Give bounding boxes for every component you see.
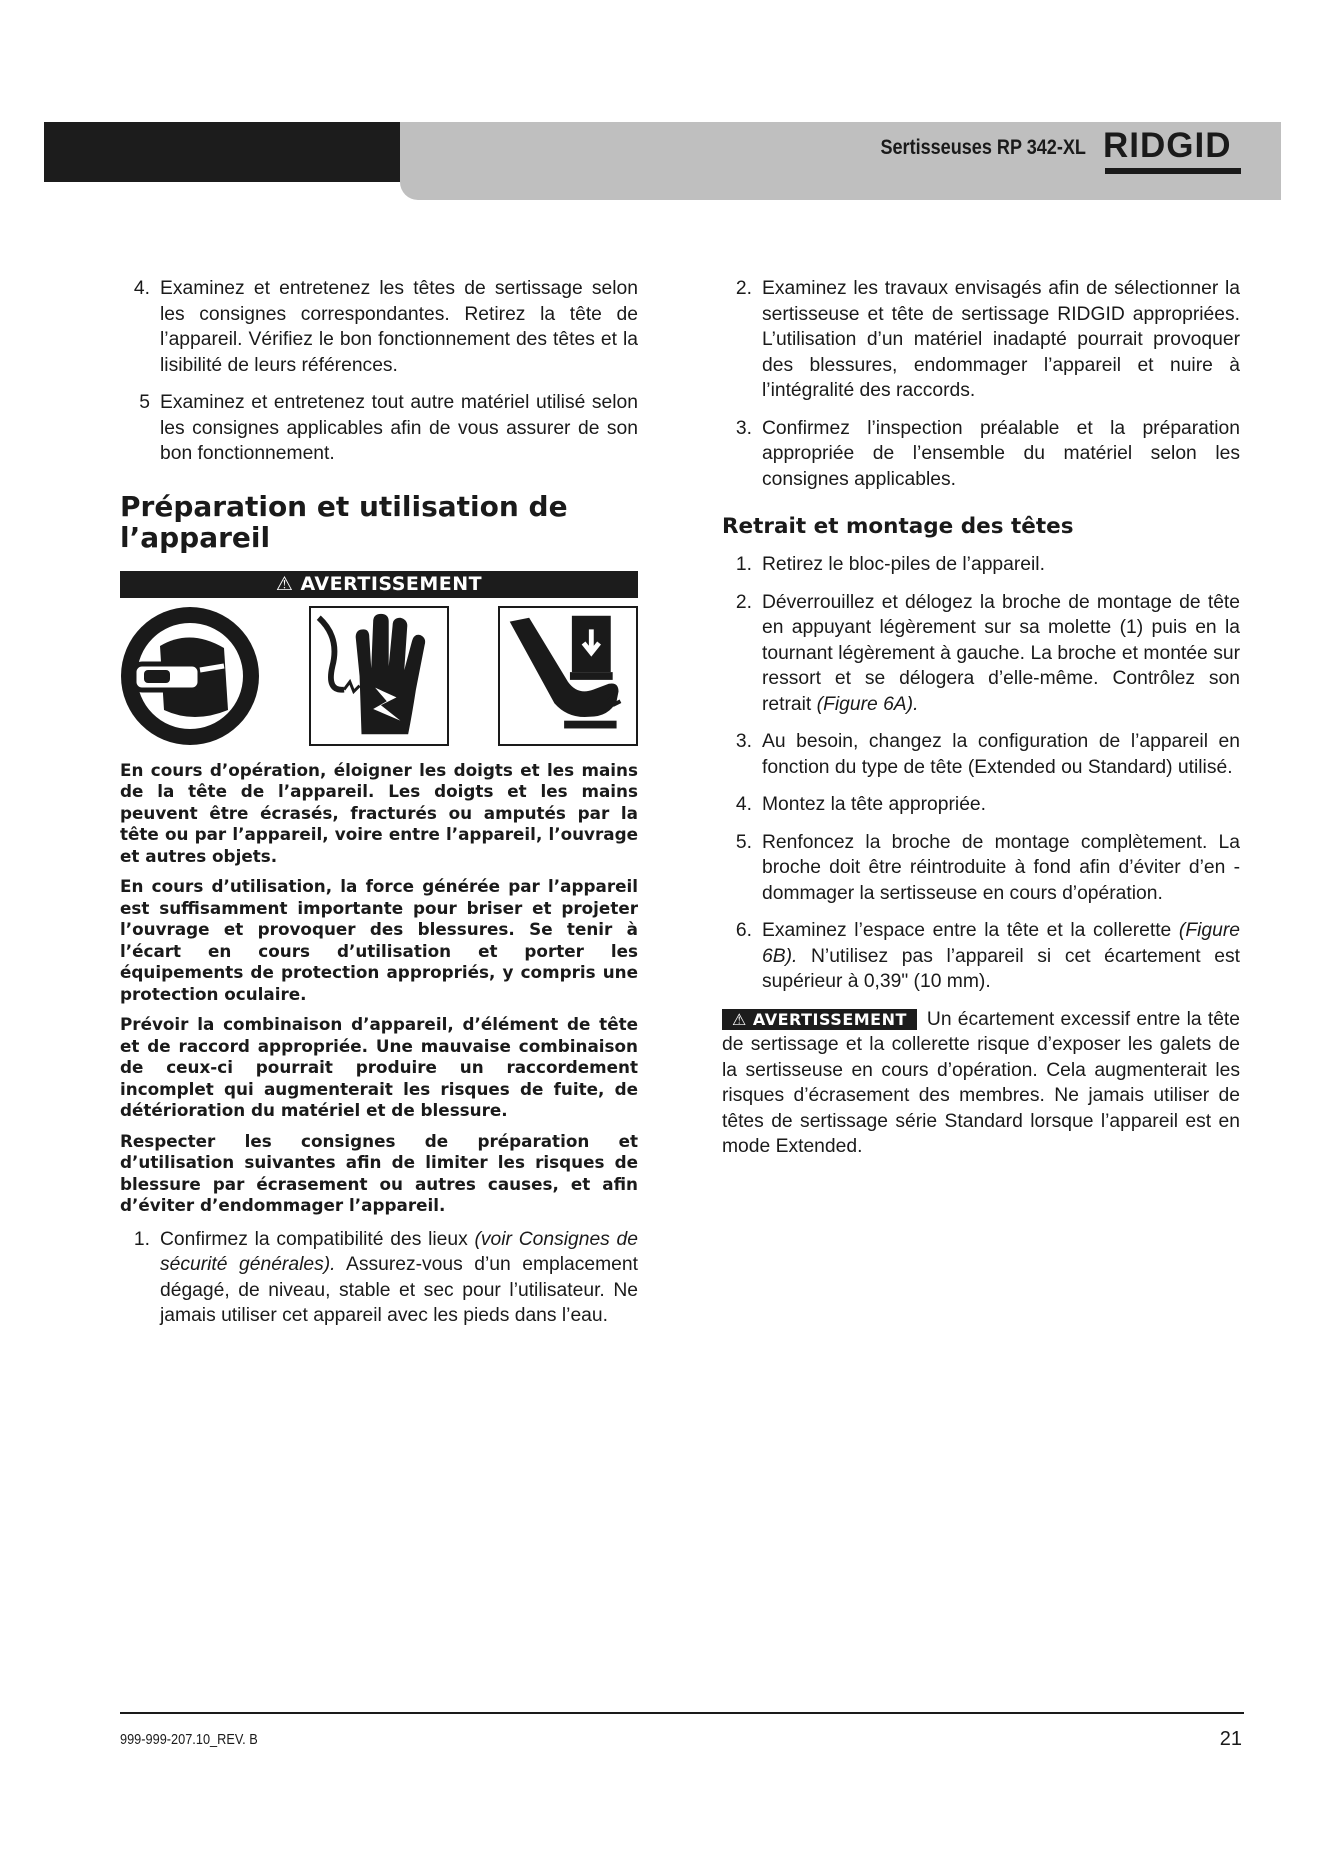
list-item: 3. Confirmez l’inspection préalable et la préparation appropriée de l’ensemble du matériel selon les consignes applicables.	[735, 417, 1240, 490]
warning-paragraph: En cours d’utilisation, la force générée par l’appareil est suffisamment importante pour briser et projeter l’ouvrage et provoquer des blessures. Se tenir à l’écart en cours d’utilisation et porter les équipements de protection appropriés, y compris une protection oculaire.	[120, 876, 638, 1004]
header-gray-tab	[400, 182, 1281, 200]
page-number: 21	[1219, 1728, 1242, 1750]
inline-warning-badge: ⚠ AVERTISSEMENT	[722, 1009, 917, 1030]
list-item: 4. Montez la tête appropriée.	[735, 794, 987, 815]
warning-paragraph: Prévoir la combinaison d’appareil, d’élément de tête et de raccord appropriée. Une mauvaise combinaison de ceux-ci pourrait produire un raccordement incomplet qui augmenterait les risques de fuite, de détérioration du matériel et de blessure.	[120, 1014, 638, 1120]
safety-pictograms	[120, 606, 638, 746]
warning-banner: ⚠ AVERTISSEMENT	[120, 571, 638, 598]
warning-triangle-icon: ⚠	[275, 572, 301, 595]
list-item: 1. Retirez le bloc-piles de l’appareil.	[735, 554, 1045, 575]
header-black-band	[44, 122, 400, 182]
logo-underline	[1105, 168, 1241, 174]
warning-paragraph: Respecter les consignes de préparation et d’utilisation suivantes afin de limiter les risques de blessure par écrasement ou autres causes, et afin d’éviter d’endommager l’appareil.	[120, 1130, 638, 1215]
warning-triangle-icon: ⚠	[732, 1009, 753, 1029]
list-item: 3. Au besoin, changez la configuration de l’appareil en fonction du type de tête (Extended ou Standard) utilisé.	[735, 731, 1240, 778]
list-item: 5 Examinez et entretenez tout autre matériel utilisé selon les consignes applicables afin de vous assurer de son bon fonctionnement.	[139, 392, 638, 464]
ridgid-logo	[1103, 128, 1243, 172]
logo-text: RIDGID	[1103, 126, 1232, 165]
crush-hand-icon	[309, 606, 449, 746]
list-item: 2. Déverrouillez et délogez la broche de montage de tête en appuyant légèrement sur sa molette (1) puis en la tournant légèrement à gauche. La broche et montée sur ressort et se délogera d’elle-même. Contrôlez son retrait (Figure 6A).	[735, 591, 1240, 715]
page-header	[44, 122, 1281, 200]
section-title: Préparation et utilisation de l’appareil	[120, 489, 568, 554]
warning-paragraph: En cours d’opération, éloigner les doigts et les mains de la tête de l’appareil. Les doigts et les mains peuvent être écrasés, fracturés ou amputés par la tête ou par l’appareil, voire entre l’appareil, l’ouvrage et autres objets.	[120, 759, 638, 866]
list-item: 5. Renfoncez la broche de montage complètement. La broche doit être réintroduite à fond afin d’éviter d’en - dommager la sertisseuse en cours d’opération.	[735, 831, 1240, 904]
right-column	[722, 276, 1240, 1160]
subsection-title: Retrait et montage des têtes	[722, 514, 1074, 539]
document-code: 999-999-207.10_REV. B	[120, 1731, 258, 1748]
footer-rule	[120, 1712, 1244, 1714]
pinch-point-icon	[498, 606, 638, 746]
gap-warning-paragraph: ⚠ AVERTISSEMENT Un écartement excessif entre la tête de sertissage et la collerette risque d’exposer les galets de la sertisseuse en cours d’opération. Cela augmenterait les risques d’écrasement des membres. Ne jamais utiliser de têtes de sertissage série Standard lorsque l’appareil est en mode Extended.	[722, 1008, 1240, 1157]
list-item: 6. Examinez l’espace entre la tête et la collerette (Figure 6B). N’utilisez pas l’appareil si cet écartement est supérieur à 0,39" (10 mm).	[735, 920, 1240, 992]
safety-glasses-icon	[120, 606, 260, 746]
left-column	[120, 276, 638, 1341]
header-title: Sertisseuses RP 342-XL	[880, 136, 1086, 159]
list-item: 2. Examinez les travaux envisagés afin de sélectionner la sertisseuse et tête de sertissage RIDGID appropriées. L’utilisation d’un matériel inadapté pourrait provoquer des blessures, endommager l’appareil et nuire à l’intégralité des raccords.	[735, 278, 1240, 401]
list-item: 4. Examinez et entretenez les têtes de sertissage selon les consignes correspondantes. Retirez la tête de l’appareil. Vérifiez le bon fonctionnement des têtes et la lisibilité de leurs références.	[133, 278, 638, 376]
list-item: 1. Confirmez la compatibilité des lieux (voir Consignes de sécurité générales). Assurez-vous d’un emplacement dégagé, de niveau, stable et sec pour l’utilisateur. Ne jamais utiliser cet appareil avec les pieds dans l’eau.	[133, 1228, 638, 1326]
